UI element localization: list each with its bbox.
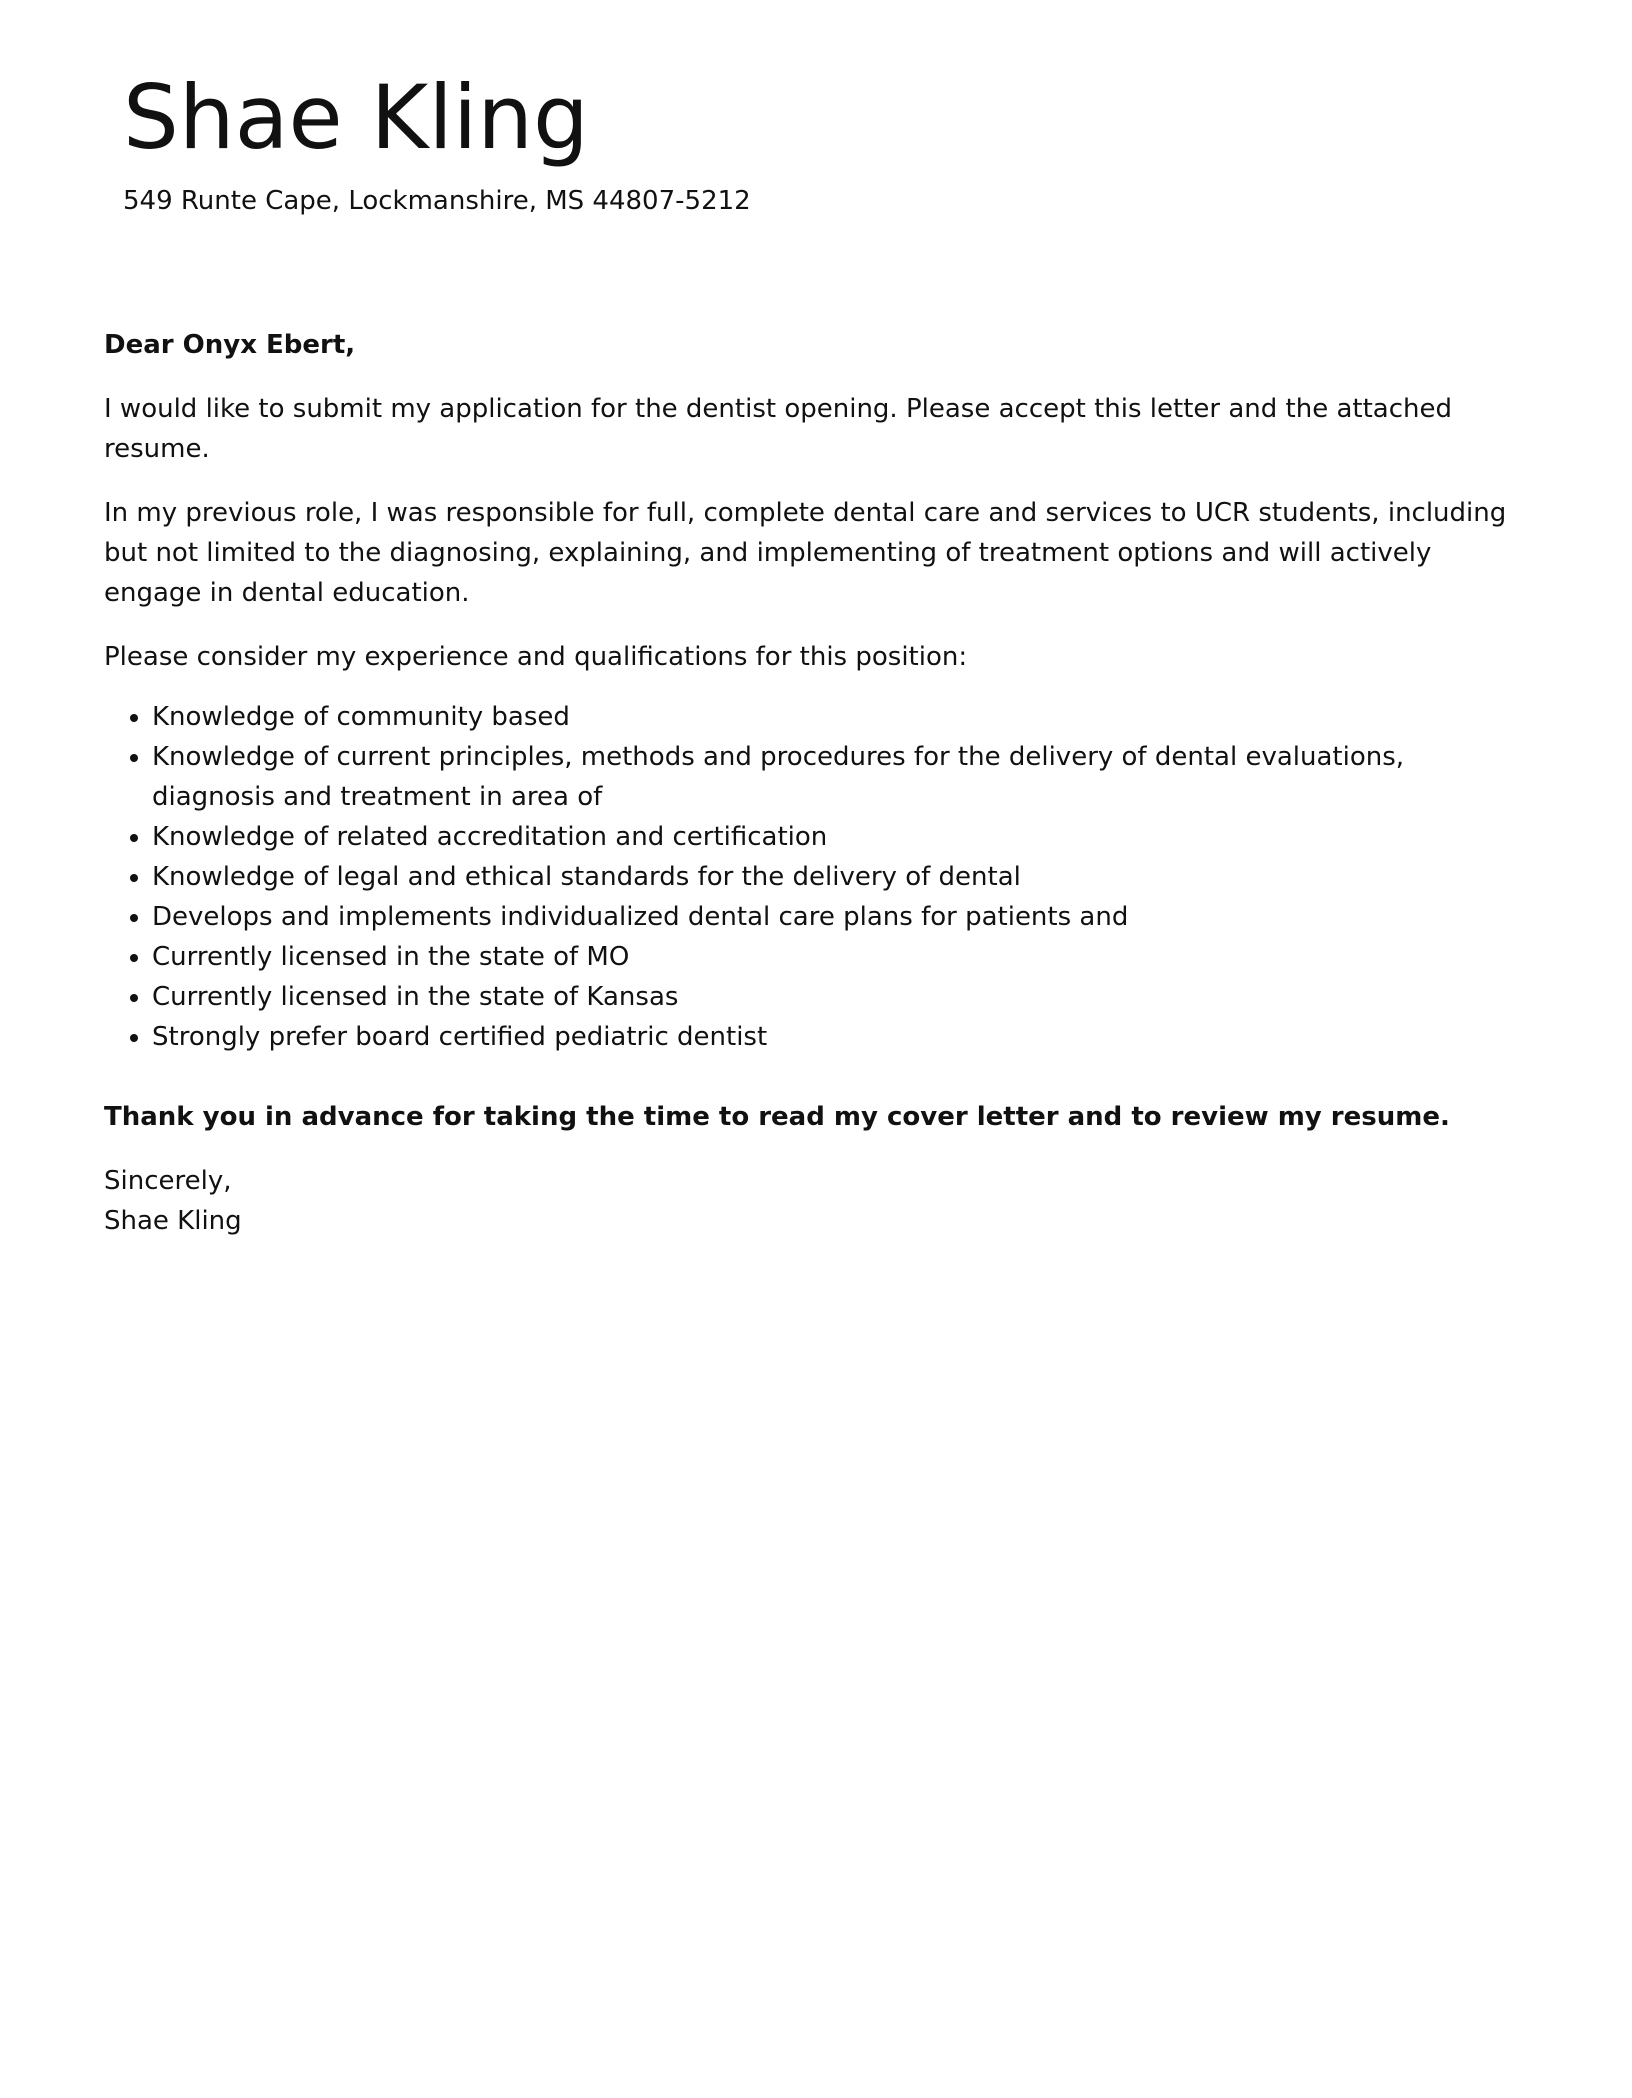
- applicant-address: 549 Runte Cape, Lockmanshire, MS 44807-5212: [123, 185, 751, 216]
- signoff: [104, 1161, 1524, 1241]
- qualifications-list: [104, 697, 1524, 1057]
- applicant-name: Shae Kling: [123, 66, 589, 169]
- letter-header: [123, 66, 751, 219]
- qualifications-intro: Please consider my experience and qualifications for this position:: [104, 642, 968, 672]
- thank-you-paragraph: Thank you in advance for taking the time to read my cover letter and to review my resume.: [104, 1102, 1450, 1132]
- list-item: • Knowledge of related accreditation and certification: [152, 817, 1524, 857]
- experience-paragraph: In my previous role, I was responsible for full, complete dental care and services to UCR students, including but not limited to the diagnosing, explaining, and implementing of treatment options and will actively engage in dental education.: [104, 498, 1507, 608]
- signature-name: Shae Kling: [104, 1206, 242, 1236]
- intro-paragraph: I would like to submit my application for the dentist opening. Please accept this letter and the attached resume.: [104, 394, 1452, 464]
- list-item: • Knowledge of community based: [152, 697, 1524, 737]
- closing: Sincerely,: [104, 1166, 232, 1196]
- salutation: Dear Onyx Ebert,: [104, 330, 356, 360]
- list-item: • Develops and implements individualized dental care plans for patients and: [152, 897, 1524, 937]
- list-item: • Currently licensed in the state of MO: [152, 937, 1524, 977]
- list-item: • Strongly prefer board certified pediatric dentist: [152, 1017, 1524, 1057]
- list-item: • Knowledge of legal and ethical standards for the delivery of dental: [152, 857, 1524, 897]
- list-item: • Currently licensed in the state of Kansas: [152, 977, 1524, 1017]
- list-item: • Knowledge of current principles, methods and procedures for the delivery of dental evaluations, diagnosis and treatment in area of: [152, 737, 1524, 817]
- letter-body: [104, 325, 1524, 1241]
